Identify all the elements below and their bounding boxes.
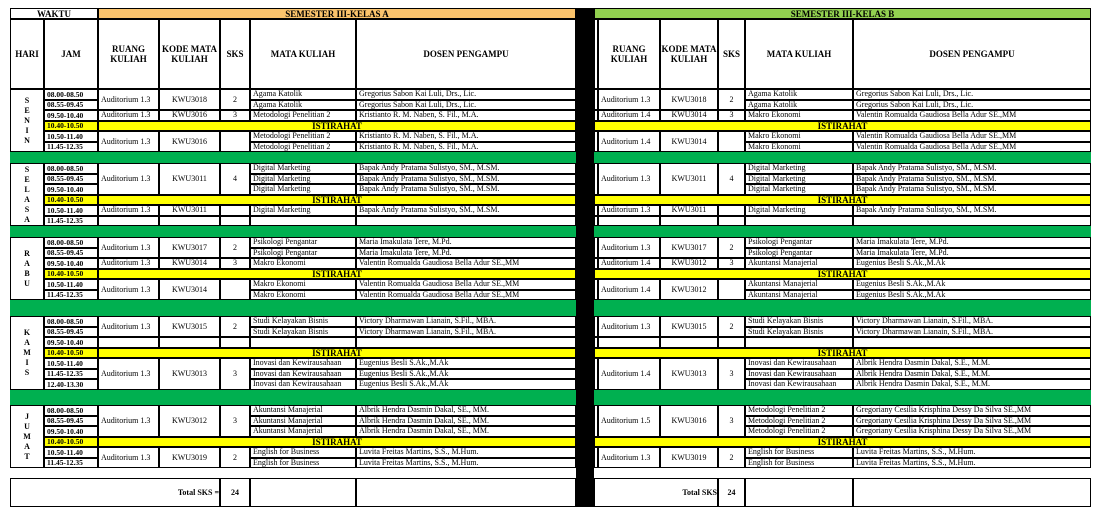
course-name-a: Makro Ekonomi — [250, 258, 356, 269]
empty-cell — [250, 216, 356, 227]
semester-b-header: SEMESTER III-KELAS B — [594, 8, 1091, 19]
lecturer-a: Kristianto R. M. Naben, S. Fil., M.A. — [356, 142, 576, 153]
room-a: Auditorium 1.3 — [98, 279, 159, 300]
credits-a — [220, 279, 250, 300]
time-slot: 09.50-10.40 — [44, 110, 98, 121]
day-letter: A — [24, 441, 30, 451]
credits-b: 3 — [718, 358, 745, 390]
day-letter: I — [25, 357, 29, 367]
break-row-b: ISTIRAHAT — [594, 121, 1091, 132]
day-letter: S — [24, 367, 30, 377]
day-separator-a — [10, 300, 576, 316]
room-a: Auditorium 1.3 — [98, 163, 159, 195]
room-a: Auditorium 1.3 — [98, 358, 159, 390]
room-a: Auditorium 1.3 — [98, 258, 159, 269]
time-slot: 08.55-09.45 — [44, 248, 98, 259]
room-b: Auditorium 1.5 — [598, 405, 660, 437]
col-header-mk-a: MATA KULIAH — [250, 19, 356, 89]
lecturer-a: Valentin Romualda Gaudiosa Bella Adur SE.,MM — [356, 290, 576, 301]
lecturer-b: Bapak Andy Pratama Sulistyo, SM., M.SM. — [853, 184, 1091, 195]
course-code-a: KWU3012 — [159, 405, 220, 437]
credits-a: 2 — [220, 316, 250, 337]
time-slot: 11.45-12.35 — [44, 290, 98, 301]
room-b: Auditorium 1.3 — [598, 205, 660, 216]
lecturer-b: Albrik Hendra Dasmin Dakal, S.E., M.M. — [853, 379, 1091, 390]
credits-a: 3 — [220, 405, 250, 437]
lecturer-b: Valentin Romualda Gaudiosa Bella Adur SE.,MM — [853, 110, 1091, 121]
course-name-b: English for Business — [745, 447, 853, 458]
lecturer-b: Victory Dharmawan Lianain, S.Fil., MBA. — [853, 316, 1091, 327]
room-a: Auditorium 1.3 — [98, 237, 159, 258]
course-name-b: Akuntansi Manajerial — [745, 290, 853, 301]
lecturer-b: Victory Dharmawan Lianain, S.Fil., MBA. — [853, 327, 1091, 338]
empty-cell — [356, 216, 576, 227]
time-slot: 08.55-09.45 — [44, 174, 98, 185]
course-name-b: Digital Marketing — [745, 163, 853, 174]
course-name-a: Makro Ekonomi — [250, 279, 356, 290]
course-name-b: Makro Ekonomi — [745, 131, 853, 142]
course-code-b: KWU3018 — [660, 89, 718, 110]
day-separator-b — [594, 390, 1091, 406]
course-name-a: Psikologi Pengantar — [250, 237, 356, 248]
lecturer-a: Valentin Romualda Gaudiosa Bella Adur SE.,MM — [356, 258, 576, 269]
course-code-a: KWU3015 — [159, 316, 220, 337]
lecturer-b: Bapak Andy Pratama Sulistyo, SM., M.SM. — [853, 174, 1091, 185]
course-code-b: KWU3014 — [660, 131, 718, 152]
day-senin — [10, 89, 44, 152]
lecturer-a: Victory Dharmawan Lianain, S.Fil., MBA. — [356, 316, 576, 327]
room-b: Auditorium 1.4 — [598, 358, 660, 390]
day-letter: U — [24, 421, 30, 431]
credits-a: 3 — [220, 110, 250, 121]
course-name-b: Makro Ekonomi — [745, 142, 853, 153]
col-header-jam-a: JAM — [44, 19, 98, 89]
credits-a: 3 — [220, 358, 250, 390]
room-b: Auditorium 1.3 — [598, 237, 660, 258]
empty-cell — [159, 216, 220, 227]
day-separator-a — [10, 152, 576, 163]
course-code-a: KWU3016 — [159, 131, 220, 152]
col-header-mk-b: MATA KULIAH — [745, 19, 853, 89]
time-slot: 10.50-11.40 — [44, 279, 98, 290]
lecturer-a: Kristianto R. M. Naben, S. Fil., M.A. — [356, 110, 576, 121]
empty-cell — [853, 337, 1091, 348]
credits-b: 2 — [718, 89, 745, 110]
course-name-b: Akuntansi Manajerial — [745, 279, 853, 290]
course-code-a: KWU3016 — [159, 110, 220, 121]
room-a: Auditorium 1.3 — [98, 316, 159, 337]
course-code-b: KWU3013 — [660, 358, 718, 390]
col-header-sks-b: SKS — [718, 19, 745, 89]
day-letter: S — [24, 95, 30, 105]
course-name-a: Akuntansi Manajerial — [250, 416, 356, 427]
course-name-b: Akuntansi Manajerial — [745, 258, 853, 269]
total-blank-a — [250, 478, 356, 507]
course-name-a: Agama Katolik — [250, 89, 356, 100]
lecturer-b: Eugenius Besli S.Ak.,M.Ak — [853, 258, 1091, 269]
day-letter: A — [24, 194, 30, 204]
lecturer-a: Maria Imakulata Tere, M.Pd. — [356, 237, 576, 248]
time-slot: 08.00-08.50 — [44, 237, 98, 248]
room-b: Auditorium 1.4 — [598, 279, 660, 300]
lecturer-b: Albrik Hendra Dasmin Dakal, S.E., M.M. — [853, 369, 1091, 380]
course-name-a: Akuntansi Manajerial — [250, 426, 356, 437]
course-name-a: Inovasi dan Kewirausahaan — [250, 369, 356, 380]
time-slot: 08.55-09.45 — [44, 100, 98, 111]
course-code-a: KWU3017 — [159, 237, 220, 258]
day-letter: E — [24, 105, 30, 115]
lecturer-a: Victory Dharmawan Lianain, S.Fil., MBA. — [356, 327, 576, 338]
time-slot: 10.50-11.40 — [44, 131, 98, 142]
lecturer-b: Eugenius Besli S.Ak.,M.Ak — [853, 290, 1091, 301]
course-code-b: KWU3012 — [660, 258, 718, 269]
course-code-a: KWU3011 — [159, 205, 220, 216]
time-slot: 10.40-10.50 — [44, 348, 98, 359]
break-row-a: ISTIRAHAT — [98, 195, 576, 206]
course-name-a: Metodologi Penelitian 2 — [250, 110, 356, 121]
lecturer-a: Kristianto R. M. Naben, S. Fil., M.A. — [356, 131, 576, 142]
time-slot: 10.40-10.50 — [44, 195, 98, 206]
course-code-b: KWU3012 — [660, 279, 718, 300]
credits-b — [718, 279, 745, 300]
day-separator-b — [594, 152, 1091, 163]
total-value-a: 24 — [220, 478, 250, 507]
break-row-b: ISTIRAHAT — [594, 348, 1091, 359]
time-slot: 09.50-10.40 — [44, 258, 98, 269]
course-name-b: Metodologi Penelitian 2 — [745, 405, 853, 416]
credits-a: 2 — [220, 89, 250, 110]
credits-a: 3 — [220, 258, 250, 269]
lecturer-a: Bapak Andy Pratama Sulistyo, SM., M.SM. — [356, 174, 576, 185]
total-blank-a — [356, 478, 576, 507]
lecturer-a: Luvita Freitas Martins, S.S., M.Hum. — [356, 447, 576, 458]
total-label-b: Total SKS — [594, 478, 718, 507]
col-header-kode-b: KODE MATA KULIAH — [660, 19, 718, 89]
empty-cell — [598, 216, 660, 227]
course-name-b: Agama Katolik — [745, 89, 853, 100]
credits-b — [718, 205, 745, 216]
day-letter: R — [24, 248, 30, 258]
credits-a: 4 — [220, 163, 250, 195]
lecturer-b: Valentin Romualda Gaudiosa Bella Adur SE.,MM — [853, 131, 1091, 142]
course-name-b: Psikologi Pengantar — [745, 237, 853, 248]
course-code-b: KWU3011 — [660, 163, 718, 195]
day-letter: L — [24, 184, 30, 194]
course-name-b: Inovasi dan Kewirausahaan — [745, 369, 853, 380]
time-slot: 10.40-10.50 — [44, 269, 98, 280]
lecturer-a: Albrik Hendra Dasmin Dakal, SE., MM. — [356, 405, 576, 416]
course-name-a: Inovasi dan Kewirausahaan — [250, 379, 356, 390]
break-row-b: ISTIRAHAT — [594, 269, 1091, 280]
day-letter: A — [24, 337, 30, 347]
day-separator-a — [10, 226, 576, 237]
lecturer-a: Gregorius Sabon Kai Luli, Drs., Lic. — [356, 89, 576, 100]
time-slot: 09.50-10.40 — [44, 337, 98, 348]
lecturer-b: Luvita Freitas Martins, S.S., M.Hum. — [853, 458, 1091, 469]
credits-b: 3 — [718, 258, 745, 269]
course-code-b: KWU3015 — [660, 316, 718, 337]
room-a: Auditorium 1.3 — [98, 110, 159, 121]
credits-b: 3 — [718, 110, 745, 121]
lecturer-b: Bapak Andy Pratama Sulistyo, SM., M.SM. — [853, 205, 1091, 216]
credits-a: 2 — [220, 237, 250, 258]
time-slot: 08.00-08.50 — [44, 316, 98, 327]
col-header-ruang-a: RUANG KULIAH — [98, 19, 159, 89]
room-b: Auditorium 1.3 — [598, 163, 660, 195]
credits-b: 2 — [718, 316, 745, 337]
waktu-header: WAKTU — [10, 8, 98, 19]
lecturer-a: Luvita Freitas Martins, S.S., M.Hum. — [356, 458, 576, 469]
empty-cell — [660, 216, 718, 227]
credits-b: 4 — [718, 163, 745, 195]
day-separator-b — [594, 226, 1091, 237]
room-b: Auditorium 1.4 — [598, 110, 660, 121]
lecturer-b: Gregoriany Cesilia Krisphina Dessy Da Silva SE.,MM — [853, 405, 1091, 416]
time-slot: 09.50-10.40 — [44, 184, 98, 195]
total-blank-b — [853, 478, 1091, 507]
day-letter: S — [24, 204, 30, 214]
lecturer-b: Bapak Andy Pratama Sulistyo, SM., M.SM. — [853, 163, 1091, 174]
course-name-b: Inovasi dan Kewirausahaan — [745, 358, 853, 369]
day-letter: M — [23, 347, 31, 357]
lecturer-a: Eugenius Besli S.Ak.,M.Ak — [356, 369, 576, 380]
time-slot: 09.50-10.40 — [44, 426, 98, 437]
course-code-a: KWU3014 — [159, 279, 220, 300]
lecturer-a: Gregorius Sabon Kai Luli, Drs., Lic. — [356, 100, 576, 111]
empty-cell — [660, 337, 718, 348]
course-name-a: Psikologi Pengantar — [250, 248, 356, 259]
empty-cell — [250, 337, 356, 348]
course-name-b: Studi Kelayakan Bisnis — [745, 327, 853, 338]
course-name-a: Digital Marketing — [250, 174, 356, 185]
time-slot: 08.55-09.45 — [44, 416, 98, 427]
course-code-a: KWU3014 — [159, 258, 220, 269]
day-letter: U — [24, 278, 30, 288]
day-separator-a — [10, 390, 576, 406]
lecturer-a: Eugenius Besli S.Ak.,M.Ak — [356, 379, 576, 390]
credits-a — [220, 205, 250, 216]
day-letter: A — [24, 214, 30, 224]
room-a: Auditorium 1.3 — [98, 405, 159, 437]
credits-a: 2 — [220, 447, 250, 468]
time-slot: 08.00-08.50 — [44, 405, 98, 416]
course-name-a: Metodologi Penelitian 2 — [250, 131, 356, 142]
course-code-a: KWU3019 — [159, 447, 220, 468]
lecturer-b: Albrik Hendra Dasmin Dakal, S.E., M.M. — [853, 358, 1091, 369]
credits-b: 2 — [718, 237, 745, 258]
time-slot: 11.45-12.35 — [44, 458, 98, 469]
course-name-a: Digital Marketing — [250, 184, 356, 195]
lecturer-b: Maria Imakulata Tere, M.Pd. — [853, 248, 1091, 259]
lecturer-b: Maria Imakulata Tere, M.Pd. — [853, 237, 1091, 248]
day-letter: T — [24, 451, 30, 461]
time-slot: 10.50-11.40 — [44, 358, 98, 369]
credits-b — [718, 131, 745, 152]
break-row-b: ISTIRAHAT — [594, 195, 1091, 206]
course-name-b: Psikologi Pengantar — [745, 248, 853, 259]
empty-cell — [598, 337, 660, 348]
empty-cell — [159, 337, 220, 348]
empty-cell — [98, 337, 159, 348]
day-separator-b — [594, 300, 1091, 316]
course-name-a: Studi Kelayakan Bisnis — [250, 327, 356, 338]
day-letter: N — [24, 115, 30, 125]
col-header-sks-a: SKS — [220, 19, 250, 89]
room-a: Auditorium 1.3 — [98, 89, 159, 110]
course-name-a: Metodologi Penelitian 2 — [250, 142, 356, 153]
class-divider — [576, 8, 594, 507]
time-slot: 11.45-12.35 — [44, 216, 98, 227]
lecturer-a: Maria Imakulata Tere, M.Pd. — [356, 248, 576, 259]
lecturer-a: Albrik Hendra Dasmin Dakal, SE., MM. — [356, 426, 576, 437]
course-name-b: Inovasi dan Kewirausahaan — [745, 379, 853, 390]
lecturer-a: Bapak Andy Pratama Sulistyo, SM., M.SM. — [356, 163, 576, 174]
room-a: Auditorium 1.3 — [98, 447, 159, 468]
lecturer-a: Albrik Hendra Dasmin Dakal, SE., MM. — [356, 416, 576, 427]
break-row-a: ISTIRAHAT — [98, 437, 576, 448]
col-header-kode-a: KODE MATA KULIAH — [159, 19, 220, 89]
time-slot: 12.40-13.30 — [44, 379, 98, 390]
lecturer-a: Bapak Andy Pratama Sulistyo, SM., M.SM. — [356, 184, 576, 195]
course-code-b: KWU3017 — [660, 237, 718, 258]
course-name-b: Agama Katolik — [745, 100, 853, 111]
time-slot: 08.00-08.50 — [44, 163, 98, 174]
day-letter: I — [25, 125, 29, 135]
course-name-a: Inovasi dan Kewirausahaan — [250, 358, 356, 369]
semester-a-header: SEMESTER III-KELAS A — [98, 8, 576, 19]
lecturer-a: Eugenius Besli S.Ak.,M.Ak — [356, 358, 576, 369]
break-row-a: ISTIRAHAT — [98, 121, 576, 132]
total-value-b: 24 — [718, 478, 745, 507]
empty-cell — [745, 337, 853, 348]
total-blank-b — [745, 478, 853, 507]
course-name-b: Studi Kelayakan Bisnis — [745, 316, 853, 327]
empty-cell — [220, 216, 250, 227]
course-name-b: Metodologi Penelitian 2 — [745, 416, 853, 427]
empty-cell — [718, 216, 745, 227]
time-slot: 10.50-11.40 — [44, 205, 98, 216]
credits-b: 3 — [718, 405, 745, 437]
room-a: Auditorium 1.3 — [98, 131, 159, 152]
day-letter: S — [24, 164, 30, 174]
time-slot: 10.40-10.50 — [44, 437, 98, 448]
course-name-a: Digital Marketing — [250, 205, 356, 216]
lecturer-b: Luvita Freitas Martins, S.S., M.Hum. — [853, 447, 1091, 458]
course-code-b: KWU3014 — [660, 110, 718, 121]
course-name-b: Digital Marketing — [745, 184, 853, 195]
day-letter: J — [25, 411, 29, 421]
empty-cell — [745, 216, 853, 227]
day-letter: B — [24, 268, 30, 278]
break-row-a: ISTIRAHAT — [98, 348, 576, 359]
day-letter: A — [24, 258, 30, 268]
course-name-a: English for Business — [250, 458, 356, 469]
time-slot: 11.45-12.35 — [44, 369, 98, 380]
course-name-a: Digital Marketing — [250, 163, 356, 174]
empty-cell — [718, 337, 745, 348]
col-header-ruang-b: RUANG KULIAH — [598, 19, 660, 89]
col-header-dosen-b: DOSEN PENGAMPU — [853, 19, 1091, 89]
credits-a — [220, 131, 250, 152]
lecturer-b: Gregorius Sabon Kai Luli, Drs., Lic. — [853, 89, 1091, 100]
course-name-b: Digital Marketing — [745, 174, 853, 185]
course-name-a: Studi Kelayakan Bisnis — [250, 316, 356, 327]
course-name-b: Makro Ekonomi — [745, 110, 853, 121]
day-selasa — [10, 163, 44, 226]
room-b: Auditorium 1.3 — [598, 316, 660, 337]
course-name-b: Metodologi Penelitian 2 — [745, 426, 853, 437]
credits-b: 2 — [718, 447, 745, 468]
col-header-dosen-a: DOSEN PENGAMPU — [356, 19, 576, 89]
course-name-a: Agama Katolik — [250, 100, 356, 111]
break-row-a: ISTIRAHAT — [98, 269, 576, 280]
empty-cell — [220, 337, 250, 348]
course-code-b: KWU3016 — [660, 405, 718, 437]
day-jumat — [10, 405, 44, 468]
course-code-a: KWU3011 — [159, 163, 220, 195]
room-a: Auditorium 1.3 — [98, 205, 159, 216]
lecturer-b: Gregoriany Cesilia Krisphina Dessy Da Silva SE.,MM — [853, 426, 1091, 437]
course-name-b: Digital Marketing — [745, 205, 853, 216]
day-letter: K — [23, 327, 31, 337]
course-code-b: KWU3019 — [660, 447, 718, 468]
room-b: Auditorium 1.4 — [598, 131, 660, 152]
total-label-a: Total SKS = — [10, 478, 220, 507]
day-letter: E — [24, 174, 30, 184]
time-slot: 08.00-08.50 — [44, 89, 98, 100]
time-slot: 10.50-11.40 — [44, 447, 98, 458]
lecturer-b: Eugenius Besli S.Ak.,M.Ak — [853, 279, 1091, 290]
room-b: Auditorium 1.4 — [598, 258, 660, 269]
lecturer-b: Valentin Romualda Gaudiosa Bella Adur SE.,MM — [853, 142, 1091, 153]
time-slot: 11.45-12.35 — [44, 142, 98, 153]
time-slot: 08.55-09.45 — [44, 327, 98, 338]
course-code-b: KWU3011 — [660, 205, 718, 216]
lecturer-a: Bapak Andy Pratama Sulistyo, SM., M.SM. — [356, 205, 576, 216]
lecturer-a: Valentin Romualda Gaudiosa Bella Adur SE.,MM — [356, 279, 576, 290]
room-b: Auditorium 1.3 — [598, 447, 660, 468]
course-name-a: Makro Ekonomi — [250, 290, 356, 301]
day-letter: N — [24, 135, 30, 145]
day-letter: M — [23, 431, 31, 441]
course-code-a: KWU3013 — [159, 358, 220, 390]
empty-cell — [356, 337, 576, 348]
time-slot: 10.40-10.50 — [44, 121, 98, 132]
empty-cell — [98, 216, 159, 227]
empty-cell — [853, 216, 1091, 227]
course-name-a: English for Business — [250, 447, 356, 458]
break-row-b: ISTIRAHAT — [594, 437, 1091, 448]
course-name-a: Akuntansi Manajerial — [250, 405, 356, 416]
lecturer-b: Gregoriany Cesilia Krisphina Dessy Da Silva SE.,MM — [853, 416, 1091, 427]
room-b: Auditorium 1.3 — [598, 89, 660, 110]
lecturer-b: Gregorius Sabon Kai Luli, Drs., Lic. — [853, 100, 1091, 111]
course-name-b: English for Business — [745, 458, 853, 469]
day-kamis — [10, 316, 44, 390]
course-code-a: KWU3018 — [159, 89, 220, 110]
day-rabu — [10, 237, 44, 300]
col-header-hari-a: HARI — [10, 19, 44, 89]
